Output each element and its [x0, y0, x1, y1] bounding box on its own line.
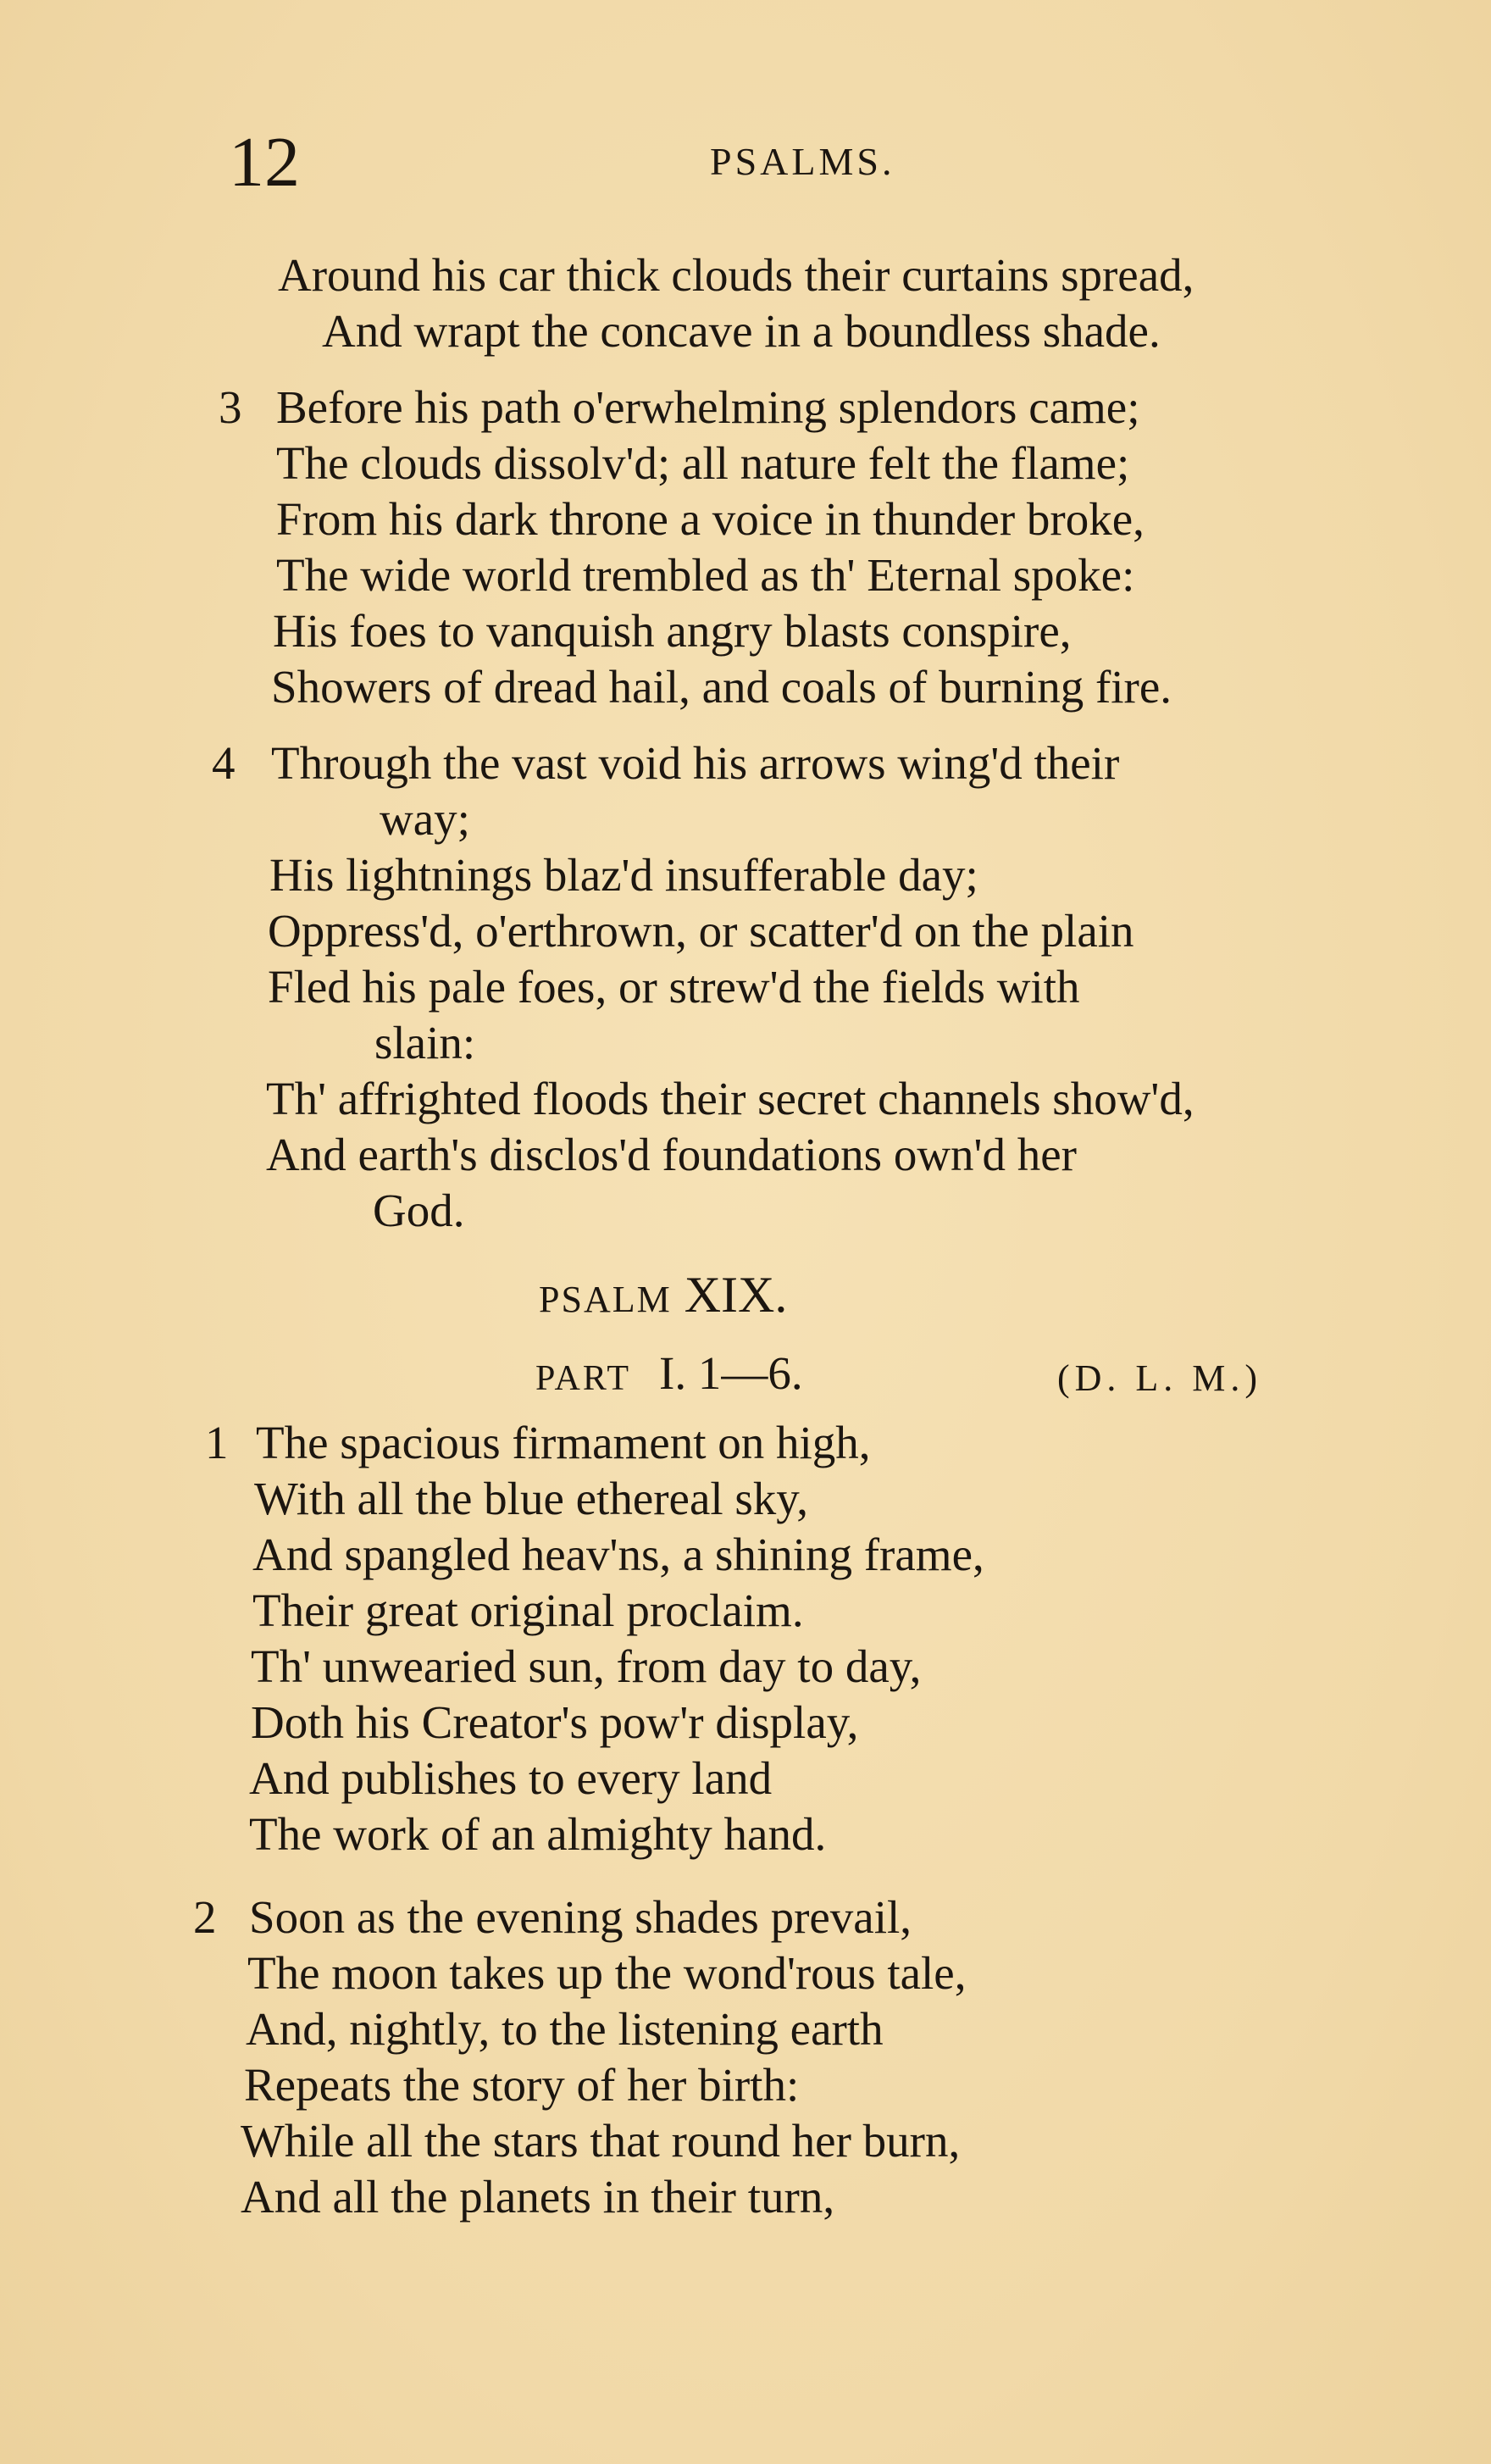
verse-number: 1: [205, 1417, 229, 1468]
text-line: His foes to vanquish angry blasts conspire,: [273, 605, 1072, 657]
text-line: Th' unwearied sun, from day to day,: [251, 1640, 922, 1692]
text-line: Their great original proclaim.: [252, 1584, 804, 1636]
text-line: The work of an almighty hand.: [249, 1808, 827, 1860]
psalm-title: [539, 1267, 787, 1328]
text-line: And, nightly, to the listening earth: [246, 2003, 884, 2055]
part-label: PART: [535, 1359, 631, 1398]
text-line: With all the blue ethereal sky,: [254, 1473, 808, 1524]
text-line: His lightnings blaz'd insufferable day;: [269, 849, 978, 901]
page-number: 12: [229, 123, 300, 202]
text-line: slain:: [374, 1017, 476, 1068]
verse-number: 2: [193, 1891, 217, 1943]
text-line: way;: [380, 793, 470, 845]
part-range: I. 1—6.: [659, 1347, 803, 1399]
text-line: The clouds dissolv'd; all nature felt the flame;: [276, 437, 1130, 489]
text-line: And all the planets in their turn,: [241, 2171, 835, 2223]
text-line: While all the stars that round her burn,: [241, 2115, 961, 2167]
text-line: Oppress'd, o'erthrown, or scatter'd on the plain: [268, 905, 1134, 957]
running-head: PSALMS.: [710, 140, 895, 183]
text-line: Around his car thick clouds their curtains spread,: [278, 249, 1194, 301]
text-line: Before his path o'erwhelming splendors came;: [276, 381, 1140, 433]
text-line: The moon takes up the wond'rous tale,: [247, 1947, 967, 1999]
text-line: The spacious firmament on high,: [256, 1417, 871, 1468]
text-line: Repeats the story of her birth:: [244, 2059, 800, 2111]
verse-number: 3: [219, 381, 242, 433]
meter-label: (D. L. M.): [1057, 1357, 1263, 1399]
page-header: [0, 123, 1491, 202]
text-line: Th' affrighted floods their secret channels show'd,: [266, 1073, 1194, 1124]
text-line: The wide world trembled as th' Eternal spoke:: [276, 549, 1135, 601]
text-line: God.: [373, 1185, 465, 1236]
text-line: And spangled heav'ns, a shining frame,: [252, 1529, 984, 1580]
text-line: Doth his Creator's pow'r display,: [251, 1696, 859, 1748]
text-line: And earth's disclos'd foundations own'd her: [266, 1129, 1077, 1180]
text-line: Showers of dread hail, and coals of burning fire.: [271, 661, 1172, 713]
text-line: And wrapt the concave in a boundless shade.: [322, 305, 1161, 357]
text-line: From his dark throne a voice in thunder broke,: [276, 493, 1145, 545]
verse-number: 4: [212, 737, 236, 789]
text-line: Fled his pale foes, or strew'd the fields with: [268, 961, 1080, 1013]
psalm-title-word: PSALM: [539, 1279, 672, 1320]
psalm-number: XIX.: [684, 1267, 788, 1323]
text-line: Through the vast void his arrows wing'd their: [271, 737, 1120, 789]
text-line: Soon as the evening shades prevail,: [249, 1891, 912, 1943]
text-line: And publishes to every land: [249, 1752, 773, 1804]
